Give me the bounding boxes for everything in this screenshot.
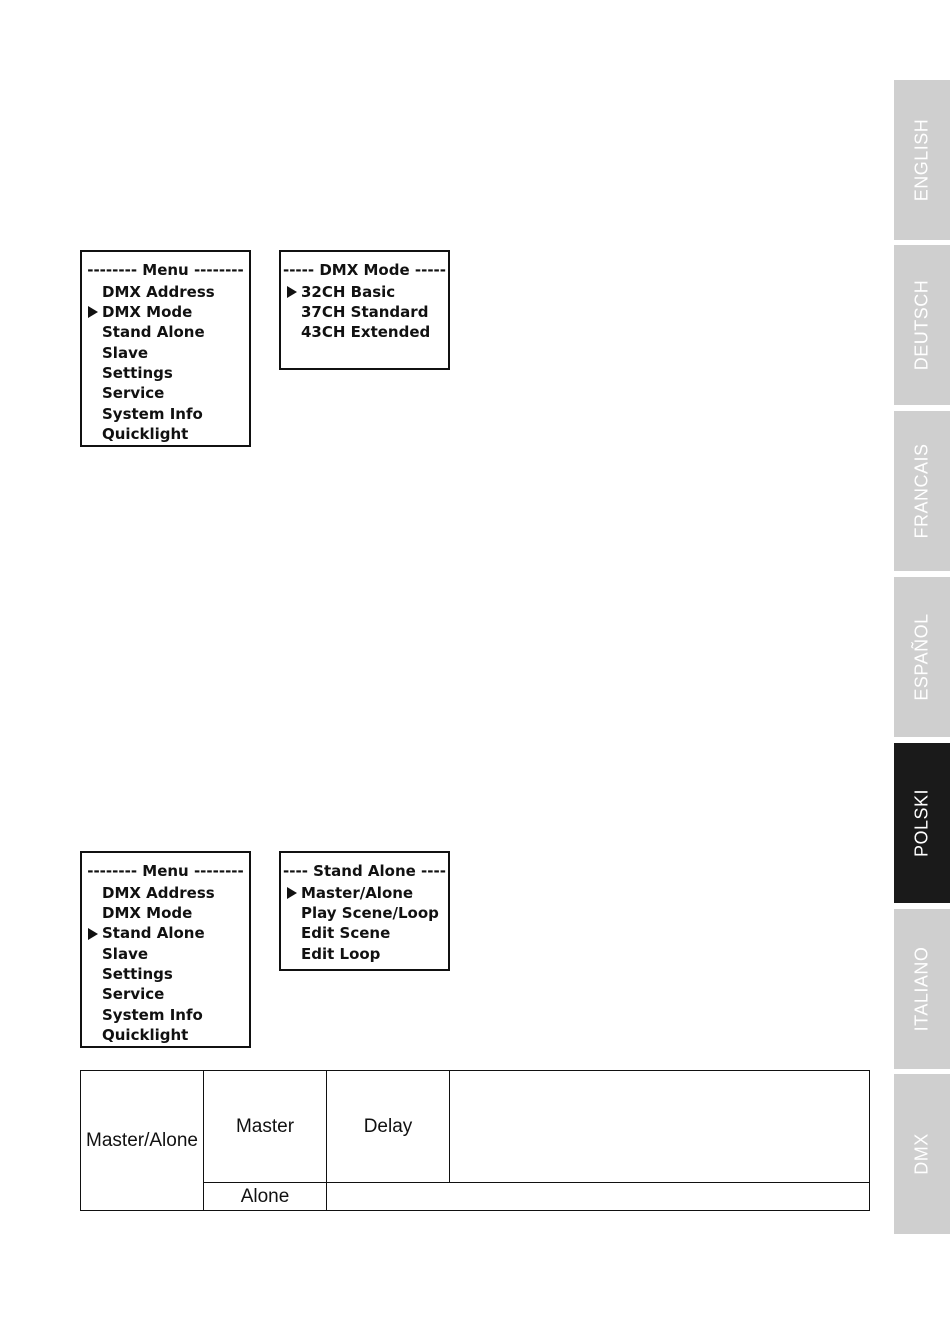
table-cell-description xyxy=(450,1071,870,1183)
menu-item-dmx-address[interactable]: DMX Address xyxy=(102,884,215,902)
selection-arrow-icon xyxy=(287,286,297,298)
tab-label: ITALIANO xyxy=(911,946,932,1032)
dmx-mode-title: ----- DMX Mode ----- xyxy=(282,261,446,279)
menu-item-quicklight[interactable]: Quicklight xyxy=(102,1026,189,1044)
master-alone-table xyxy=(80,1070,870,1211)
language-tab-francais[interactable] xyxy=(894,411,950,571)
menu-item-dmx-mode[interactable]: DMX Mode xyxy=(102,904,193,922)
menu-item-stand-alone[interactable]: Stand Alone xyxy=(102,924,205,942)
language-tab-italiano[interactable] xyxy=(894,909,950,1069)
stand-alone-title: ---- Stand Alone ---- xyxy=(283,862,446,880)
menu-item-system-info[interactable]: System Info xyxy=(102,1006,203,1024)
table-cell-master: Master xyxy=(204,1071,327,1183)
menu-title: -------- Menu -------- xyxy=(87,862,244,880)
menu-item-slave[interactable]: Slave xyxy=(102,945,149,963)
language-tab-deutsch[interactable] xyxy=(894,245,950,405)
table-cell-delay: Delay xyxy=(327,1071,450,1183)
menu-item-settings[interactable]: Settings xyxy=(102,965,173,983)
dmx-mode-display xyxy=(279,250,450,370)
menu-item-quicklight[interactable]: Quicklight xyxy=(102,425,189,443)
language-tab-english[interactable] xyxy=(894,80,950,240)
tab-label: DMX xyxy=(911,1133,932,1175)
tab-label: POLSKI xyxy=(911,788,932,858)
menu-title: -------- Menu -------- xyxy=(87,261,244,279)
selection-arrow-icon xyxy=(88,928,98,940)
language-tab-polski[interactable] xyxy=(894,743,950,903)
menu-item-system-info[interactable]: System Info xyxy=(102,405,203,423)
tab-label: ESPAÑOL xyxy=(911,613,932,701)
menu-item-dmx-mode[interactable]: DMX Mode xyxy=(102,303,193,321)
selection-arrow-icon xyxy=(287,887,297,899)
menu-item-dmx-address[interactable]: DMX Address xyxy=(102,283,215,301)
main-menu-display-1 xyxy=(80,250,251,447)
main-menu-display-2 xyxy=(80,851,251,1048)
stand-alone-option-edit-scene[interactable]: Edit Scene xyxy=(301,924,391,942)
tab-label: ENGLISH xyxy=(911,118,932,202)
table-row-label: Master/Alone xyxy=(81,1071,204,1211)
language-tab-espanol[interactable] xyxy=(894,577,950,737)
dmx-mode-option-32ch[interactable]: 32CH Basic xyxy=(301,283,396,301)
stand-alone-display xyxy=(279,851,450,971)
table-cell-alone: Alone xyxy=(204,1183,327,1211)
table-cell-alone-description xyxy=(327,1183,870,1211)
stand-alone-option-play-scene-loop[interactable]: Play Scene/Loop xyxy=(301,904,439,922)
menu-item-slave[interactable]: Slave xyxy=(102,344,149,362)
tab-label: DEUTSCH xyxy=(911,279,932,371)
stand-alone-option-master-alone[interactable]: Master/Alone xyxy=(301,884,414,902)
dmx-mode-option-37ch[interactable]: 37CH Standard xyxy=(301,303,429,321)
dmx-mode-option-43ch[interactable]: 43CH Extended xyxy=(301,323,431,341)
selection-arrow-icon xyxy=(88,306,98,318)
menu-item-settings[interactable]: Settings xyxy=(102,364,173,382)
menu-item-stand-alone[interactable]: Stand Alone xyxy=(102,323,205,341)
stand-alone-option-edit-loop[interactable]: Edit Loop xyxy=(301,945,381,963)
menu-item-service[interactable]: Service xyxy=(102,384,165,402)
menu-item-service[interactable]: Service xyxy=(102,985,165,1003)
language-tab-dmx[interactable] xyxy=(894,1074,950,1234)
tab-label: FRANCAIS xyxy=(911,443,932,539)
